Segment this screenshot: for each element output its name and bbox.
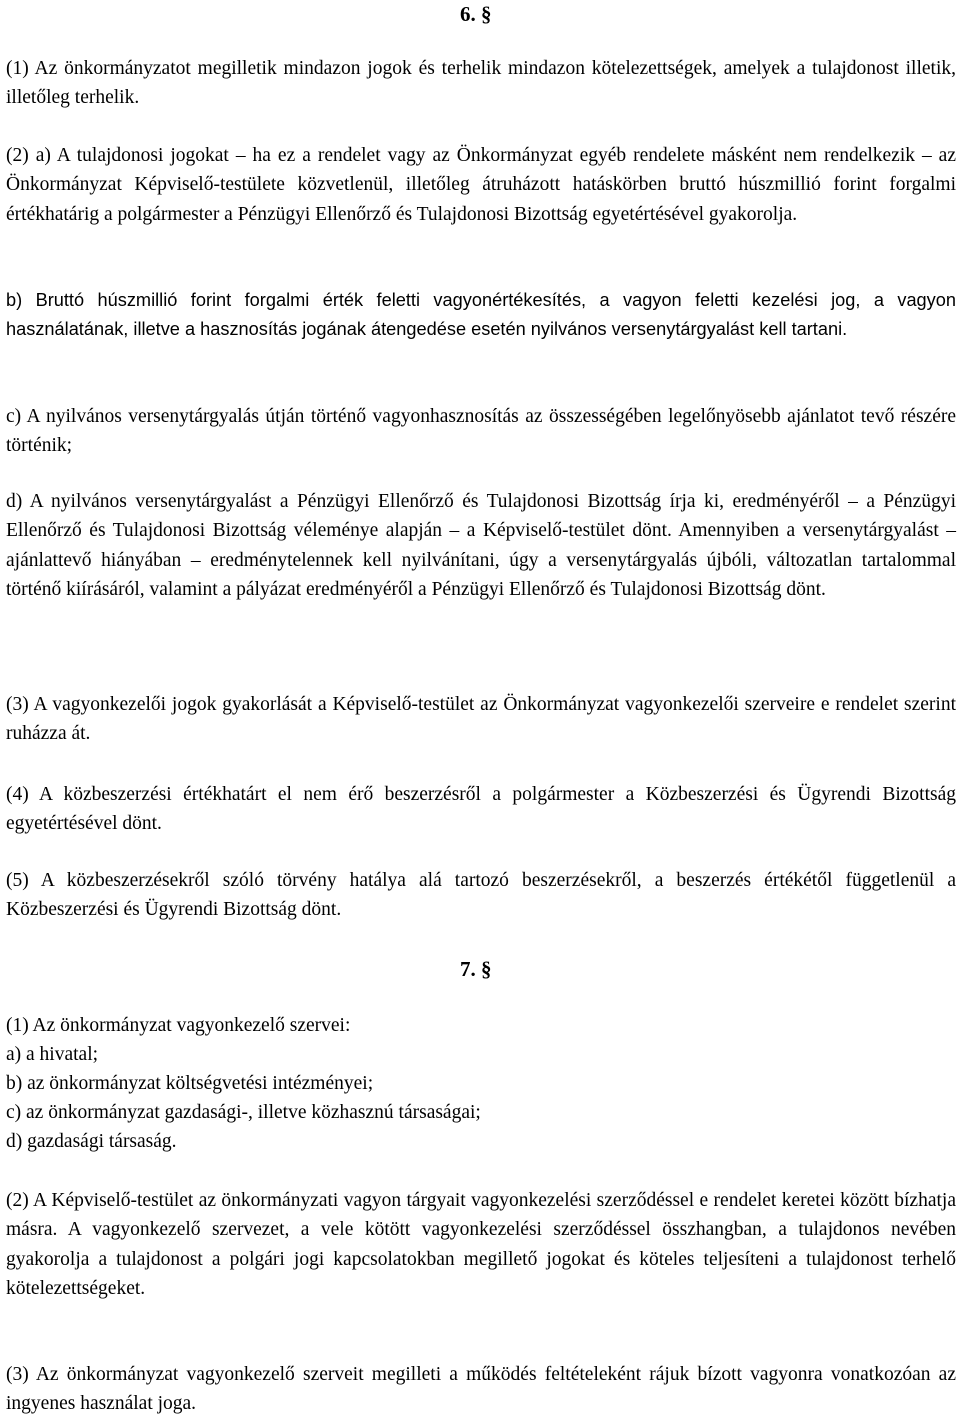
section-7-paragraph-3: (3) Az önkormányzat vagyonkezelő szerveit megilleti a működés feltételeként rájuk bízott vagyonra vonatkozóan az ingyenes használat joga. xyxy=(6,1364,956,1415)
section-7-heading: 7. § xyxy=(460,957,492,981)
list-item: a) a hivatal; xyxy=(6,1044,99,1065)
section-6-paragraph-2b: b) Bruttó húszmillió forint forgalmi érték feletti vagyonértékesítés, a vagyon feletti kezelési jog, a vagyon használatának, illetve a hasznosítás jogának átengedése esetén nyilvános versenytárgyalást kell tartani. xyxy=(6,290,956,340)
section-6-heading: 6. § xyxy=(460,2,492,26)
section-6-paragraph-5: (5) A közbeszerzésekről szóló törvény hatálya alá tartozó beszerzésekről, a beszerzés értékétől függetlenül a Közbeszerzési és Ügyrendi Bizottság dönt. xyxy=(6,870,956,921)
list-item: b) az önkormányzat költségvetési intézményei; xyxy=(6,1073,374,1094)
section-6-paragraph-2a: (2) a) A tulajdonosi jogokat – ha ez a rendelet vagy az Önkormányzat egyéb rendelete másként nem rendelkezik – az Önkormányzat Képviselő-testülete közvetlenül, illetőleg átruházott hatáskörben bruttó húszmillió forint forgalmi értékhatárig a polgármester a Pénzügyi Ellenőrző és Tulajdonosi Bizottság egyetértésével gyakorolja. xyxy=(6,145,956,225)
section-6-paragraph-2d: d) A nyilvános versenytárgyalást a Pénzügyi Ellenőrző és Tulajdonosi Bizottság írja ki, eredményéről – a Pénzügyi Ellenőrző és Tulajdonosi Bizottság véleménye alapján – a Képviselő-testület dönt. Amennyiben a versenytárgyalást – ajánlattevő hiányában – eredménytelennek kell nyilvánítani, úgy a versenytárgyalás újbóli, változatlan tartalommal történő kiírásáról, valamint a pályázat eredményéről a Pénzügyi Ellenőrző és Tulajdonosi Bizottság dönt. xyxy=(6,491,956,600)
list-item: c) az önkormányzat gazdasági-, illetve közhasznú társaságai; xyxy=(6,1102,481,1123)
list-item: d) gazdasági társaság. xyxy=(6,1131,177,1152)
section-6-paragraph-3: (3) A vagyonkezelői jogok gyakorlását a Képviselő-testület az Önkormányzat vagyonkezelői szerveire e rendelet szerint ruházza át. xyxy=(6,694,956,745)
section-6-paragraph-2c: c) A nyilvános versenytárgyalás útján történő vagyonhasznosítás az összességében legelőnyösebb ajánlatot tevő részére történik; xyxy=(6,406,956,457)
section-6-paragraph-1: (1) Az önkormányzatot megilletik mindazon jogok és terhelik mindazon kötelezettségek, amelyek a tulajdonost illetik, illetőleg terhelik. xyxy=(6,58,956,109)
section-6-paragraph-4: (4) A közbeszerzési értékhatárt el nem érő beszerzésről a polgármester a Közbeszerzési és Ügyrendi Bizottság egyetértésével dönt. xyxy=(6,784,956,835)
section-7-list-intro: (1) Az önkormányzat vagyonkezelő szervei: xyxy=(6,1015,351,1036)
section-7-paragraph-2: (2) A Képviselő-testület az önkormányzati vagyon tárgyait vagyonkezelési szerződéssel e rendelet keretei között bízhatja másra. A vagyonkezelő szervezet, a vele kötött vagyonkezelési szerződéssel összhangban, a tulajdonos nevében gyakorolja a tulajdonost a polgári jogi kapcsolatokban megillető jogokat és köteles teljesíteni a tulajdonost terhelő kötelezettségeket. xyxy=(6,1190,956,1299)
